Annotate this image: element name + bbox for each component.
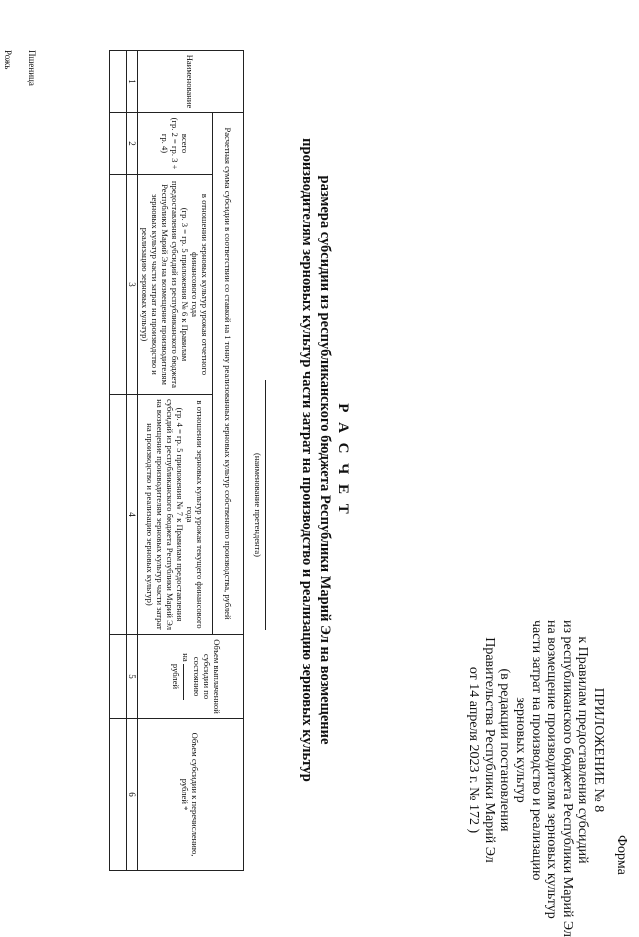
form-label: Форма [614, 835, 629, 875]
table-cell [110, 395, 127, 635]
table-cell [110, 113, 127, 175]
appendix-block [466, 620, 606, 937]
appendix-line: ПРИЛОЖЕНИЕ № 8 [591, 687, 606, 813]
table-number-row [127, 51, 138, 871]
header-group: Расчетная сумма субсидии в соответствии со ставкой на 1 тонну реализованных зерновых культур собственного производства, рублей [213, 113, 244, 635]
title-line-1: размера субсидии из республиканского бюджета Республики Марий Эл на возмещение [317, 175, 333, 745]
subsidy-table [109, 50, 244, 871]
appendix-line: части затрат на производство и реализацию [528, 620, 544, 881]
paid-subsidy-date [181, 638, 192, 715]
date-field [183, 664, 192, 700]
table-header-row [213, 51, 244, 871]
table-cell [110, 175, 127, 395]
header-col4-title: в отношении зерновых культур урожая текущего финансового года [185, 400, 205, 629]
paid-subsidy-unit: рублей [171, 663, 181, 690]
title-line-2: производителям зерновых культур части затрат на производство и реализацию зерновых культур [299, 138, 315, 782]
appendix-line: к Правилам предоставления субсидий [575, 636, 591, 864]
col-number: 5 [127, 635, 138, 719]
appendix-line: на возмещение производителям зерновых культур [544, 620, 560, 919]
appendix-line: Правительства Республики Марий Эл [481, 637, 497, 863]
header-paid-subsidy [138, 635, 244, 719]
crop-row-rye: Рожь [3, 50, 13, 70]
header-col3-formula: (гр. 3 = гр. 5 приложения № 6 к Правилам предоставления субсидий из республиканского бюджета Республики Марий Эл на возмещение производителям зерновых культур части затрат на производство и реализацию зерновых культур) [140, 181, 190, 388]
header-col3-title: в отношении зерновых культур урожая отчетного финансового года [190, 193, 210, 376]
header-to-transfer: Объем субсидии к перечислению, рублей * [138, 719, 244, 871]
table-cell [110, 51, 127, 113]
document-title [298, 70, 352, 850]
pretendent-field-line [265, 380, 266, 630]
paid-subsidy-label: Объем выплаченной субсидии по состоянию [192, 639, 222, 714]
header-name: Наименование [138, 51, 244, 113]
paid-subsidy-on: на [181, 653, 191, 662]
col-number: 4 [127, 395, 138, 635]
appendix-line: зерновых культур [513, 697, 529, 803]
col-number: 1 [127, 51, 138, 113]
crop-row-wheat: Пшеница [27, 50, 37, 86]
header-col4-formula: (гр. 4 = гр. 5 приложения № 7 к Правилам предоставления субсидий из республиканского бюджета Республики Марий Эл на возмещение производителям зерновых культур части затрат на производство и реализацию зерновых культур) [145, 399, 185, 630]
header-total [138, 113, 213, 175]
table-cell [110, 719, 127, 871]
table-cell [110, 635, 127, 719]
header-col3 [138, 175, 213, 395]
pretendent-caption: (наименование претендента) [253, 453, 263, 557]
crop-rows [0, 50, 44, 86]
header-total-formula: (гр. 2 = гр. 3 + гр. 4) [160, 117, 180, 170]
appendix-line: от 14 апреля 2023 г. № 172 ) [466, 666, 482, 834]
title-header: Р А С Ч Е Т [335, 403, 351, 517]
header-total-label: всего [180, 133, 190, 154]
col-number: 6 [127, 719, 138, 871]
col-number: 2 [127, 113, 138, 175]
header-col4 [138, 395, 213, 635]
table-empty-row [110, 51, 127, 871]
appendix-line: (в редакции постановления [497, 668, 513, 832]
appendix-line: из республиканского бюджета Республики Марий Эл [559, 620, 575, 937]
col-number: 3 [127, 175, 138, 395]
